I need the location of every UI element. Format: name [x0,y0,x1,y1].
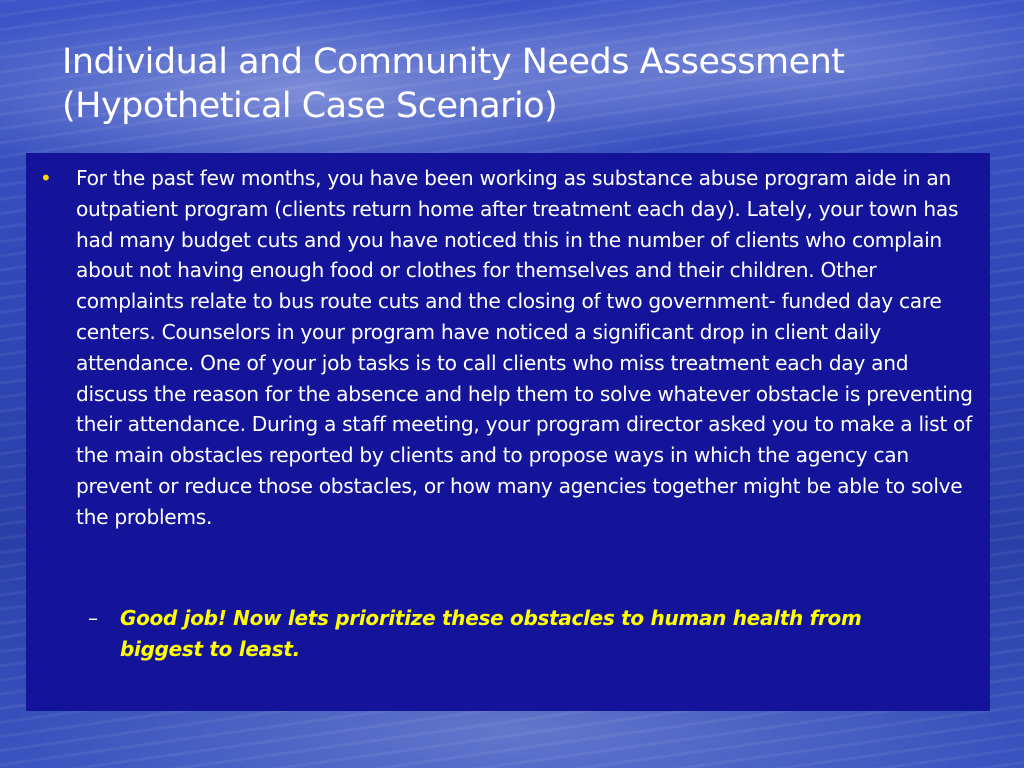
dash-icon: – [88,606,98,630]
slide-title: Individual and Community Needs Assessment (Hypothetical Case Scenario) [62,42,845,126]
content-box [26,153,990,711]
sub-bullet-text: Good job! Now lets prioritize these obstacles to human health from biggest to least. [120,606,862,661]
sub-bullet-item [88,603,948,665]
bullet-dot-icon: • [40,166,52,190]
bullet-item [38,163,980,533]
bullet-text: For the past few months, you have been working as substance abuse program aide in an outpatient program (clients return home after treatment each day). Lately, your town has had many budget cuts and you have noticed this in the number of clients who complain about not having enough food or clothes for themselves and their children. Other complaints relate to bus route cuts and the closing of two government- funded day care centers. Counselors in your program have noticed a significant drop in client daily attendance. One of your job tasks is to call clients who miss treatment each day and discuss the reason for the absence and help them to solve whatever obstacle is preventing their attendance. During a staff meeting, your program director asked you to make a list of the main obstacles reported by clients and to propose ways in which the agency can prevent or reduce those obstacles, or how many agencies together might be able to solve the problems. [76,166,973,529]
